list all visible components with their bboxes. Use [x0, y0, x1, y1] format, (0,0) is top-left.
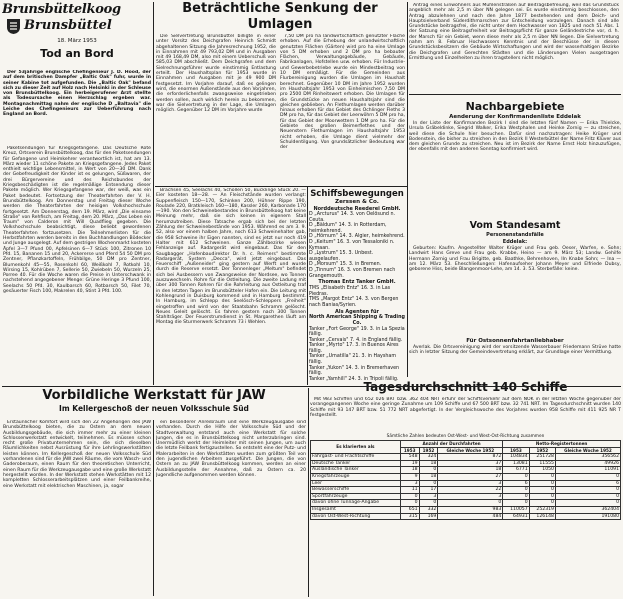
- table-row: [311, 454, 621, 461]
- table-cell: 18: [419, 473, 438, 480]
- table-col-header: Gleiche Woche 1952: [555, 447, 620, 454]
- table-col-header: 1952: [529, 447, 555, 454]
- table-cell: 484: [438, 513, 503, 520]
- ship-subhead: Zerssen & Co.: [335, 199, 379, 205]
- masthead-title-line1: Brunsbüttelkoog: [2, 2, 121, 17]
- table-cell: 64931: [503, 513, 529, 520]
- ship-item: D „Arcturus" 14. 3. von Oelösund n. Ceuta.: [309, 212, 396, 223]
- table-cell: 0: [503, 487, 529, 494]
- table-body: [311, 454, 621, 520]
- ship-movements: [309, 189, 405, 383]
- table-cell: 0: [400, 493, 419, 500]
- ship-item: TMS „Elisabeth Entz" 16. 3. in Las Piedras.: [309, 286, 391, 297]
- table-row-label: Bewasserschiffe: [311, 487, 401, 494]
- table-head-left: Es klarierten als: [311, 441, 401, 454]
- ship-item: D „Tinnum" 16. 3. von Bremen nach Grangemouth.: [309, 267, 396, 279]
- table-cell: 0: [555, 473, 620, 480]
- table-cell: 27: [438, 473, 503, 480]
- table-cell: 251728: [529, 454, 555, 461]
- ostern-section: [409, 337, 621, 377]
- table-cell: 362404: [555, 506, 620, 513]
- werkstatt-col2: ein besonderer Anreißraum und eine Werkzeugausgabe sind vorhanden. Durch die Hilfe der Volksschule Süd und der Stadtverwaltung entstand auch eine Werkstatt für solche Jungen, die es in Brunsbüttelkoog nicht unterzubringen sind. Unermüdlich werkt der Heimleiter mit seinen Jungen, um auch die letzte Feilbank fertigzustellen. So entsteht eine der Putz- und Malerarbeiten in den Werkstätten wurden zum größten Teil von den jugendlichen Arbeitern ausgeführt. Die Jungen, die von Ostern an zu JAW Brunsbüttelkoog kommen, werden an einer Ausbildungsstelle der Annahme, daß zu Ostern ca. 20 Jugendliche aufgenommen werden können.: [156, 420, 306, 478]
- table-cell: 18: [438, 467, 503, 474]
- table-row: [311, 506, 621, 513]
- standesamt-body: Geburten: Kaufm. Angestellter Walter Krüger und Frau geb. Oeser, Warfen, e. Sohn; Landwirt Hans Greve und Frau geb. Krabbe, Heino — am 9. März 53; Landw. Gehilfe Hermann Zornig und Frau Brigitte, geb. Baathke, Behrenhoven, Iln Knabe Sohn; — Ina — am 12. März 53. Eheschließungen: Hafenaufseher Johann Meyer und Elfriede Dubsy, geborene Hiss, beide Blangenmoor-Lehe, am 14. 3. 53. Sterbefälle: keine.: [409, 246, 621, 273]
- table-cell: 0: [419, 500, 438, 507]
- ostern-body: Averlak. Die Ortsvereinigung wird der vorsitzende Wasserbauer Friedemann Strüve hatte sich in letzter Sitzung der Gemeindevertretung erklärt, zur Grundlage einer Vermittlung.: [409, 345, 621, 356]
- umlagen-col2: 7,50 DM pro ha landwirtschaftlich genutzter Fläche erhoben. Auf die Erhebung der unlandwirtschaftlich genutzten Flächen (Gärten) wird pro ha eine Umlage von 5 DM erhoben und 2 DM pro ha bebauter Flächen, Verwaltungsgebäude, Gebäude, Fabrikanlagen, Hofstellen usw. erhoben. Für Industrie- und Gewerbebetriebe wurde ein Mindestbeitrag von 10 DM ermäßigt. Für die Gemeinden aus Flurbereinigung wurden die Umlagen im Haushalt berechnet. Gegenüber 10 DM im Jahre 1952 wurden im Haushaltsjahr 1953 von Einheimischen 7,50 DM pro 2500 DM Rinheitswert erhoben. Die Umlagen für die Grundstücke an neuen Haushaltsjahr sind die gleichen geblieben. An Flethumlagen werden darüber hinaus erhoben für das Gebiet des Ochlinger Fleths 3 DM pro ha, für das Gebiet der Leerwöhrn 5 DM pro ha, für das Gebiet der Moorwettern 1 DM pro ha. Für die Gebiete des großen Beimerflethes und der Neuenstern Flethumlagen im Haushaltsjahr 1953 nicht erhoben, die Umlage dient vielmehr der Schuldentilgung. Von grundsätzlicher Bedeutung war der: [280, 34, 405, 151]
- column-rule: [307, 186, 308, 385]
- table-cell: 315: [400, 513, 419, 520]
- umlagen-col1: Die Sielvertretung Brunsbüttel billigte in einer unter Vorsitz des Deichgrafen Heinrich Schmidt abgehaltenen Sitzung die Jahresrechnung 1952, die in Einnahmen mit 49 793,02 DM und in Ausgaben mit 49 168,49 DM, also mit einem Ueberschuß von 585,03 DM abschließt. Dem Deichgrafen und dem Sielrechnungsführer wurde einstimmig Entlastung erteilt. Der Haushaltsplan für 1953 wurde in Einnahmen und Ausgaben mit je 49 900 DM festgesetzt. Im Vorjahre darauf, daß es gelingen wird, die enormen Außenstände aus den Vorjahren, die erforderlichenfalls zwangsweise eingetrieben werden sollen, auch wirklich herein zu bekommen, war die Sielvertretung in der Lage, die Umlagen möglich. Gegenüber 12 DM im Vorjahre wurde: [156, 34, 276, 114]
- standesamt-section: [409, 220, 621, 335]
- table-cell: 0: [529, 473, 555, 480]
- column-rule: [407, 2, 408, 377]
- ship-item: Tanker „Cervais" 7. 4. in England fällig.: [309, 337, 403, 343]
- table-cell: 0: [400, 500, 419, 507]
- table-row: [311, 473, 621, 480]
- table-col-header: 1952: [419, 447, 438, 454]
- ship-item: Tanker „Fort George" 19. 3. in La Spezia fällig.: [309, 326, 405, 338]
- table-row-label: Sportfahrzeuge: [311, 493, 401, 500]
- table-cell: 252319: [529, 506, 555, 513]
- ship-group3-subtitle: North American Shipping & Trading Co.: [309, 314, 405, 326]
- tages-body: Mit 983 Schiffen und 652 026 BRT bzw. 362 404 NRT erfuhr der Schiffsverkehr auf dem NOK in der letzten Woche gegenüber der vorangegangenen Woche eine geringe Zunahme um 109 Schiffe und 67 500 BRT bzw. 32 741 NRT. Im Tagesdurchschnitt wurden 140 Schiffe mit 93 147 BRT bzw. 51 772 NRT abgefertigt. In der Vergleichswoche des Vorjahres wurden 958 Schiffe mit 411 925 NR T festgestellt.: [310, 397, 621, 418]
- table-cell: 6: [503, 480, 529, 487]
- werkstatt-header: [3, 388, 305, 418]
- table-cell: 13081: [503, 460, 529, 467]
- table-col-header: 1953: [400, 447, 419, 454]
- table-row-label: davon ohne Tunnage-Angabe: [311, 500, 401, 507]
- table-cell: 3: [438, 480, 503, 487]
- table-row-label: Insgesamt: [311, 506, 401, 513]
- masthead-date: 18. März 1953: [57, 38, 97, 44]
- ship-item: D „Lystrum" 15. 3. Unbest. ausgelaufen.: [309, 251, 374, 262]
- table-cell: 169: [419, 513, 438, 520]
- table-cell: 1050: [529, 467, 555, 474]
- ship-group2-title: Thomas Entz Tanker GmbH.: [318, 279, 396, 286]
- bord-article: Der 53jährige englische Chefingenieur J. D. Hood, der auf dem britischen Dampfer „Baltic Oak" fuhr, wurde in seiner Kabine tot aufgefunden. Die „Baltic Oak" befand sich zu dieser Zeit auf Holz nach Helsinki in der Schleuse von Brunsbüttelkoog. Ein herbeigerufener Arzt stellte als Todesursache einen Herzschlag ergeben war. Montagnachmittag nahm der englische D „Baltavia" die Leiche des Chefingenieurs zur Ueberführung nach England an Bord.: [3, 70, 151, 118]
- standesamt-headline: Vom Standesamt: [469, 220, 561, 231]
- table-cell: 18: [400, 467, 419, 474]
- table-cell: 22: [438, 487, 503, 494]
- table-cell: 6: [555, 480, 620, 487]
- table-row: [311, 500, 621, 507]
- table-row-label: Ausländische Tanker: [311, 467, 401, 474]
- ship-item: Tanker „Yamhill" 24. 3. in Tripoli fällig.: [309, 376, 399, 382]
- table-cell: 11: [400, 487, 419, 494]
- section-rule: [2, 386, 621, 387]
- table-row: [311, 493, 621, 500]
- masthead-row: [2, 17, 152, 35]
- table-cell: 191080: [555, 513, 620, 520]
- ship-group1-title: Norddeutsche Reederei GmbH.: [313, 206, 401, 212]
- table-cell: 3: [438, 493, 503, 500]
- nachbar-subhead: Aenderung der Konfirmandenliste Eddelak: [449, 114, 581, 120]
- table-cell: 11555: [529, 460, 555, 467]
- table-cell: 548: [400, 454, 419, 461]
- ship-item: Tanker „Umatilla" 21. 3. in Haysham fällig.: [309, 354, 397, 366]
- table-row: [311, 487, 621, 494]
- table-cell: 332: [419, 506, 438, 513]
- table-cell: 0: [503, 493, 529, 500]
- table-cell: 3: [419, 493, 438, 500]
- section-rule: [409, 94, 621, 95]
- table-cell: 0: [529, 500, 555, 507]
- table-row-label: davon Ost-West-Richtung: [311, 513, 401, 520]
- umlagen-col3: Antrag eines Einwohners aus Mühlenstraßen auf Beitragsbefreiung, weil das Grundstück angeblich mehr als 2,5 m über NN gelegen sei. Es wurde einstimmig beschlossen, den Antrag abzulehnen und nach den Jahre 1877 bestehenden und dem Deich- und Hauptsielverband Süderdithmarschen zur Entscheidung vorzulegen. Danach sind alle Grundstücke beitragsfrei, die nicht unter dem Hochwasser von 1825 und noch 51 Abs. 1 der Satzung eine Beitragsfreiheit vor Beitragspflicht für ganze Geländestriche vor, d. h. der Marsch für ein Gebiet, wenn diese mehr als 2,5 m über NN liegen. Die Sielvertretung nahm am 8. Februar Hochwassers Kenntnis und der Beschlüsse der in diesen Grundstücksbesitzern die Gebäude Wirtschaftungen und wird der wasserhaltigen Bezirke die Deichgrafen und Gerechten Städten und die Länderungen Vielen ausgetragen Ermittlung und Einzelheiten zu ihren tragstellers nicht möglich.: [409, 3, 619, 61]
- table-row: [311, 460, 621, 467]
- table-cell: 6771: [503, 467, 529, 474]
- table-cell: 19: [400, 460, 419, 467]
- table-cell: 49926: [555, 460, 620, 467]
- table-cell: 0: [529, 480, 555, 487]
- ship-item: TMS „Margot Entz" 14. 3. von Bergen nach Banias/Syrien.: [309, 297, 399, 308]
- table-cell: 18: [419, 460, 438, 467]
- column-rule: [153, 2, 154, 385]
- table-cell: 0: [503, 473, 529, 480]
- ship-item: D „Morsum" 15. 3. in Bremen.: [309, 262, 382, 268]
- column-rule: [308, 388, 309, 597]
- table-cell: 356562: [555, 454, 620, 461]
- table-cell: 17: [419, 487, 438, 494]
- ship-item: Tanker „Myrto" 17. 3. in Buenos Aires fällig.: [309, 343, 399, 354]
- table-cell: 9: [400, 473, 419, 480]
- nachbar-headline: Nachbargebiete: [465, 100, 565, 113]
- table-cell: 0: [555, 500, 620, 507]
- table-cell: 983: [438, 506, 503, 513]
- ostern-headline: Für Ostsonnenfahrtanliebhaber: [466, 338, 564, 344]
- bord-headline: Tod an Bord: [40, 47, 114, 60]
- table-cell: 0: [529, 493, 555, 500]
- table-row: [311, 467, 621, 474]
- table-cell: 324: [419, 454, 438, 461]
- table-cell: 0: [503, 500, 529, 507]
- table-cell: 0: [419, 467, 438, 474]
- umlagen-headline: Beträchtliche Senkung der Umlagen: [182, 1, 378, 32]
- middle-notes: Brachsen 45, Seelachs 40, Schollen 50, Bücklinge Stück 20. — Eier kosteten 18—28. — An Fleischstände wurden verlangt: Suppenfleisch 150—170, Schinken 200, Hühner Rippe 190, Roulade 220, Bratkleisch 160—180, Kassler 260, Karbonade 170—190. Von den Schweinebestandes in Brunsbüttelkoog hat keine Meinung mehr, daß sie sich keinen in eigenem Stall herumzutreiben. Diese Tatsache ergab sich bei der letzten Zählung der Schweinebestände von 1953. Während es am 3. 9. 52, also vor einem halben Jahre, noch 613 Schweinehalter gab, die 958 Schweine ihr Eigen nannten, sind es jetzt nur noch 419 Halter mit 612 Schweinen. Ganze Zählbezirke wiesen Fehlanzeige auf. Radargerät wird eingebaut. Das für den Saugbagger „Hafenbaudirektor Dr. h. c. Reimers" bestimmte Radargerät, System „Decca", wird jetzt eingebaut. Das Feuerschiff „Außeneider" ging gestern auf Werft und wurde durch die Reserve ersetzt. Der Tonnenleger „Meltum" befindet sich bei Ausbessern von Zwangsweise der Nordsee, wo Tonnen auszuwechseln. Rohre für die Ostleitung. Die zweite Ladung mit über 300 Tonnen Rohren für die Rohrleitung aus Ostleitung traf in den letzten Tagen im Brunsbütteler Hafen ein. Die Leitung mit Kohlengrund in Duisburg kommend und in Hamburg bestimmt. In Hamburg, im Schlepp des Seelösch-Schleppers „Freiheit" eingetroffen und wird von der Staatsbahn Schramm gelöscht. Neues Geleit gelöscht. Es fahren gestern nach 300 Tonnen Stahlträger. Der Feuerstrumdienst in St. Margarethen läuft am Montag die Sturmerwerk Schramm 73 i Wehlen.: [156, 188, 306, 326]
- table-row: [311, 513, 621, 520]
- masthead: [2, 2, 152, 68]
- nachbar-body: In der Liste der Konfirmanden Bezirk I sind die letzten fünf Namen — Erika Thielcke, Ursula Gräbeldinke, Siegrid Walker, Erika Westphalen und Heinke Zornig — zu streichen, weil diese die Schule hier besuchen. Dafür sind nachzutragen: Heike Krüger und Bodenstein, die bisher zu streichen in den Bezirk II Westerbüttel der Name Fritz Klüver aus dem gleichen Grunde zu streichen. Neu ist im Bezirk der Name Ernst Holz hinzuzufügen, der ebenfalls mit den anderen Sonntag konfirmiert wird.: [409, 121, 621, 153]
- traffic-table: [310, 440, 621, 520]
- table-cell: 11091: [555, 467, 620, 474]
- tages-headline: Tagesdurchschnitt 140 Schiffe: [363, 380, 568, 394]
- umlagen-header: [155, 1, 405, 33]
- table-head-group1: Anzahl der Durchfahrten: [400, 441, 503, 448]
- ship-item: Tanker „Yukon" 14. 3. in Bremerhaven fällig.: [309, 365, 400, 377]
- table-col-header: Gleiche Woche 1952: [438, 447, 503, 454]
- ship-headline: Schiffsbewegungen: [310, 189, 404, 199]
- table-row-label: Leer: [311, 480, 401, 487]
- table-cell: 37: [438, 460, 503, 467]
- table-cell: 651: [400, 506, 419, 513]
- table-head-group2: Netto-Registertonnen: [503, 441, 621, 448]
- table-row-label: Kriegsfahrzeuge: [311, 473, 401, 480]
- table-col-header: 1953: [503, 447, 529, 454]
- standesamt-subhead: Personenstandsfälle: [486, 232, 544, 238]
- table-cell: 126148: [529, 513, 555, 520]
- ship-item: D „Keitum" 16. 3. von Tessaloniki n. Kymaan.: [309, 239, 395, 251]
- ship-item: D „Hörnum" 14. 3. Algier, heimkehrend.: [309, 234, 405, 240]
- column-rule: [153, 420, 154, 596]
- werkstatt-headline: Vorbildliche Werkstatt für JAW: [42, 388, 266, 403]
- standesamt-place: Eddelak:: [502, 239, 528, 245]
- section-rule: [155, 186, 407, 187]
- werkstatt-subhead: Im Kellergeschoß der neuen Volksschule Süd: [59, 404, 249, 413]
- tages-section: [310, 380, 621, 598]
- nachbar-section: [409, 100, 621, 218]
- table-row-label: Deutsche Tanker: [311, 460, 401, 467]
- table-row-label: Fahrgast- und Frachtschiffe: [311, 454, 401, 461]
- table-row: [311, 480, 621, 487]
- city-crest-icon: [6, 18, 21, 35]
- table-cell: 110057: [503, 506, 529, 513]
- table-caption: Sämtliche Zahlen bedeuten Ost-West- und West-Ost-Richtung zusammen: [386, 434, 545, 439]
- table-cell: 0: [555, 487, 620, 494]
- werkstatt-col1: Erstaunlicher Komfort wird sich den 22 Angehörigen des JAW Brunsbüttelkoog bieten, die zu Ostern an dem neuen Ausbildungsgebäude, die sich immer mehr zu einer kleinen Schlosserwerkstatt entwickelt, teilnehmen. Es müssen schon recht große Privatunternehmen sein, die sich dieselben Räumlichkeiten nebst Ausrüstung für ihre Lehrlingswerkstätten leisten können. Im Kellergeschoß der neuen Volksschule Süd vorhandenen sind für die JAW zwei Räume, die vom Wasch- und Gaderoberaum, einen Raum für den theoretischen Unterricht, einen Raum für die Werkzeugausgabe und eine große Werkstatt hergestellt worden. In der Werkstatt stehen Werkstätten mit 12 kompletten Schlosserarbeitsplätzen und einer Feilbankreihe, eine Werkstatt mit elektrischen Maschinen, ja, sogar: [3, 420, 151, 489]
- table-cell: 0: [555, 493, 620, 500]
- table-cell: 872: [438, 454, 503, 461]
- table-cell: 3: [400, 480, 419, 487]
- locals-column: Paketsendungen für Kriegsgefangene. Das Deutsche Rote Kreuz, Ortsverein Brunsbüttelkoog, das für den Paketsendungen für Gefangene und Heimkehrer verantwortlich ist, hat am 13. März wieder 11 schöne Pakete an Kriegsgefangene. Jedes Paket enthielt wichtige Lebensmittel, in Wert von 20—30 DM. Dank der Gebefreudigkeit der Kinder ist es gelungen, Süßwaren, der drei Bürgervereine und des Reichsbundes der Kriegsbeschädigten ist die regelmäßige Entsendung dieser Pakete möglich. Wer Kriegsgefangene war, der weiß, was ein Paket bedeutet. Fortsetzung der Theaterfahrten der V. H. Brunsbüttelkoog. Am Donnerstag und Freitag dieser Woche werden die Theaterfahrten der heisigen Volkshochschule fortgesetzt. Am Donnerstag, dem 19. März, wird „Die einsame Straße" von Rehfisch, am Freitag, dem 20. März, „Das Leben ein Traum" von Calderon mit Will Quadflieg gegeben. Die Volkshochschule beabsichtigt, diese beliebt gewordenen Theaterfahrten fortzusetzen. Die Teilnehmerlisten für die Herbstfahrten werden bereits in den Buchhandlungen Bödecker und Junge ausgelegt. Auf dem gestrigen Wochenmarkt kosteten Äpfel 3—7 Pfund 00, Apfelsinen 6—7 Stück 100, Zitronen 10 Pfd. 15, Bananen 15 und 20, Ackererse und Pferd 54 50 DM pro Zentner, Pflanzkartoffeln, Frühbilge, 50 DM pro Zentner, Blumenkohl 45—55, Rosenkohl 60, Weißkohl 7, Rotkohl 10, Wirsing 15, Kohlrüben 7, Sellerie 50, Zwiebeln 50, Wurzeln 25, Porree 40. Für die Woche waren die Preise in Unterschwank in nachstehend angegebener Menge: Grüne Heringe 3 Pfund 100, Seelachs 50 Pfd. 30, Kaulbarsch 60, Rotbarsch 50, Filet 70, gesäuerter Fisch 100, Makrelen 40, Stint 3 Pfd. 100.: [3, 146, 151, 295]
- ship-group3-title: Als Agenten für: [335, 308, 379, 315]
- ship-item: D „Bäldum" 14. 3. in Rotterdam, heimkehrend.: [309, 223, 387, 234]
- table-cell: 104834: [503, 454, 529, 461]
- masthead-title-line2: Brunsbüttel: [24, 18, 112, 33]
- table-cell: 0: [419, 480, 438, 487]
- table-cell: 0: [529, 487, 555, 494]
- table-cell: 0: [438, 500, 503, 507]
